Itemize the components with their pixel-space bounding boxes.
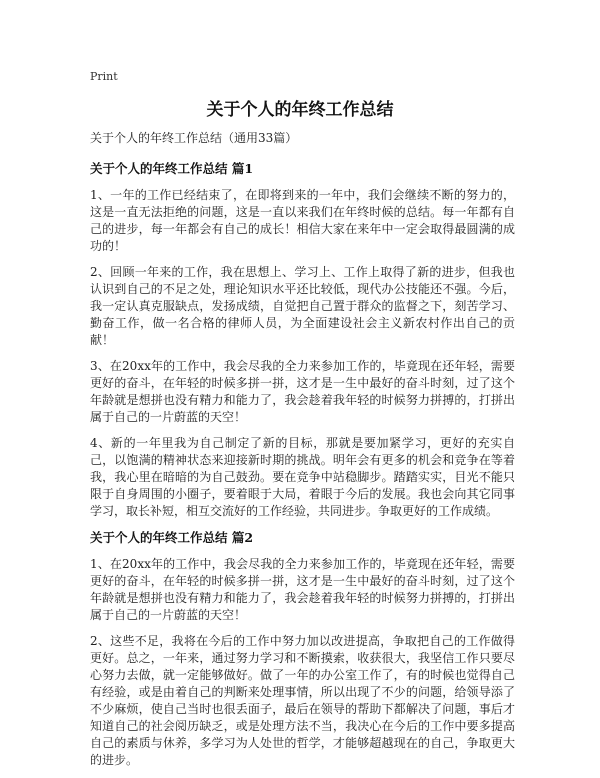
paragraph: 1、在20xx年的工作中，我会尽我的全力来参加工作的，毕竟现在还年轻，需要更好的奋斗，在年轻的时候多拼一拼，这才是一生中最好的奋斗时刻，过了这个年龄就是想拼也没有精力和能力了，我会趁着我年轻的时候努力拼搏的，打拼出属于自己的一片蔚蓝的天空！: [90, 557, 515, 622]
section-heading: 关于个人的年终工作总结 篇2: [90, 530, 254, 545]
document-subtitle: 关于个人的年终工作总结（通用33篇）: [90, 131, 298, 145]
paragraph: 4、新的一年里我为自己制定了新的目标，那就是要加紧学习，更好的充实自己，以饱满的精神状态来迎接新时期的挑战。明年会有更多的机会和竞争在等着我，我心里在暗暗的为自己鼓劲。要在竞争中站稳脚步。踏踏实实，目光不能只限于自身周围的小圈子，要着眼于大局，着眼于今后的发展。我也会向其它同事学习，取长补短，相互交流好的工作经验，共同进步。争取更好的工作成绩。: [90, 436, 515, 518]
paragraph: 2、回顾一年来的工作，我在思想上、学习上、工作上取得了新的进步，但我也认识到自己的不足之处，理论知识水平还比较低，现代办公技能还不强。今后，我一定认真克服缺点，发扬成绩，自觉把自己置于群众的监督之下，刻苦学习、勤奋工作，做一名合格的律师人员，为全面建设社会主义新农村作出自己的贡献！: [90, 265, 515, 347]
print-label[interactable]: Print: [90, 70, 118, 83]
page-title: 关于个人的年终工作总结: [206, 100, 394, 120]
paragraph: 2、这些不足，我将在今后的工作中努力加以改进提高，争取把自己的工作做得更好。总之，一年来，通过努力学习和不断摸索，收获很大，我坚信工作只要尽心努力去做，就一定能够做好。做了一年的办公室工作了，有的时候也觉得自己有经验，或是由着自己的判断来处理事情，所以出现了不少的问题，给领导添了不少麻烦，使自己当时也很丢面子，最后在领导的帮助下都解决了问题，事后才知道自己的社会阅历缺乏，或是处理方法不当，我决心在今后的工作中要多提高自己的素质与休养，多学习为人处世的哲学，才能够超越现在的自己，争取更大的进步。: [90, 634, 515, 767]
section-heading: 关于个人的年终工作总结 篇1: [90, 161, 254, 176]
paragraph: 3、在20xx年的工作中，我会尽我的全力来参加工作的，毕竟现在还年轻，需要更好的奋斗，在年轻的时候多拼一拼，这才是一生中最好的奋斗时刻，过了这个年龄就是想拼也没有精力和能力了，我会趁着我年轻的时候努力拼搏的，打拼出属于自己的一片蔚蓝的天空！: [90, 359, 515, 424]
paragraph: 1、一年的工作已经结束了，在即将到来的一年中，我们会继续不断的努力的，这是一直无法拒绝的问题，这是一直以来我们在年终时候的总结。每一年都有自己的进步，每一年都会有自己的成长！相信大家在来年中一定会取得最圆满的成功的！: [90, 188, 515, 253]
section-1: [90, 160, 515, 520]
section-2: [90, 529, 515, 769]
document-body: [90, 130, 515, 778]
